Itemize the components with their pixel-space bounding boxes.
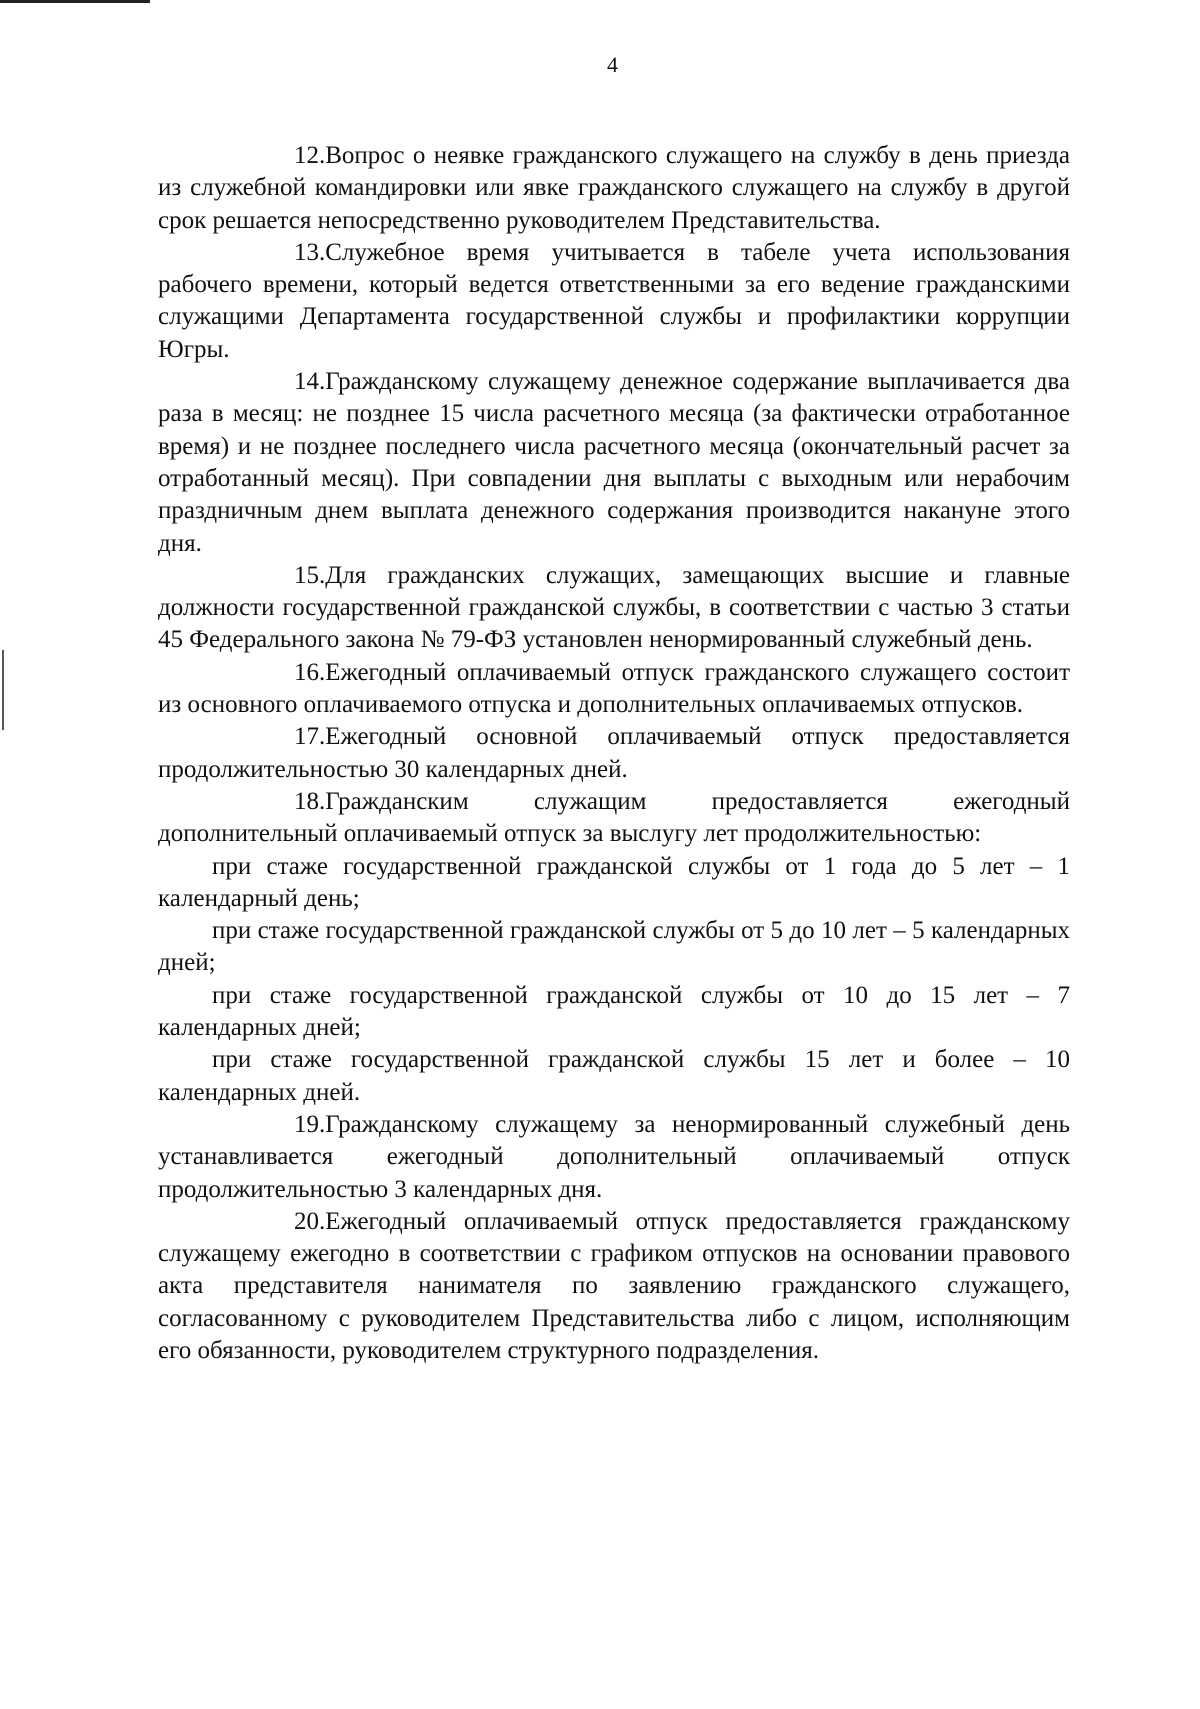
paragraph-number: 13. bbox=[294, 238, 326, 266]
page-number: 4 bbox=[607, 52, 618, 77]
paragraph-text: Вопрос о неявке гражданского служащего на службу в день приезда из служебной командировки или явке гражданского служащего на службу в другой срок решается непосредственно руководителем Представительства. bbox=[158, 142, 1070, 234]
paragraph-text: Для гражданских служащих, замещающих высшие и главные должности государственной гражданской службы, в соответствии с частью 3 статьи 45 Федерального закона № 79-ФЗ установлен ненормированный служебный день. bbox=[158, 561, 1070, 654]
scan-edge-mark bbox=[0, 0, 150, 3]
paragraph-13 bbox=[158, 237, 1070, 366]
paragraph-18 bbox=[158, 786, 1070, 851]
paragraph-number: 14. bbox=[294, 368, 326, 396]
document-body bbox=[158, 140, 1070, 1367]
paragraph-number: 16. bbox=[294, 658, 326, 686]
paragraph-number: 15. bbox=[294, 561, 326, 589]
paragraph-16 bbox=[158, 657, 1070, 722]
paragraph-number: 20. bbox=[294, 1207, 326, 1235]
paragraph-15 bbox=[158, 560, 1070, 657]
paragraph-number: 18. bbox=[294, 787, 326, 815]
service-length-item-1: при стаже государственной гражданской службы от 1 года до 5 лет – 1 календарный день; bbox=[158, 852, 1070, 912]
paragraph-20 bbox=[158, 1206, 1070, 1367]
paragraph-17 bbox=[158, 721, 1070, 786]
scan-edge-mark bbox=[2, 650, 4, 730]
paragraph-text: Гражданским служащим предоставляется ежегодный дополнительный оплачиваемый отпуск за выслугу лет продолжительностью: bbox=[158, 787, 1070, 848]
paragraph-number: 12. bbox=[294, 142, 326, 169]
paragraph-text: Ежегодный основной оплачиваемый отпуск предоставляется продолжительностью 30 календарных дней. bbox=[158, 723, 1070, 783]
service-length-item-4: при стаже государственной гражданской службы 15 лет и более – 10 календарных дней. bbox=[158, 1046, 1070, 1106]
paragraph-14 bbox=[158, 366, 1070, 560]
paragraph-text: Служебное время учитывается в табеле учета использования рабочего времени, который ведется ответственными за его ведение гражданскими служащими Департамента государственной службы и профилактики коррупции Югры. bbox=[158, 238, 1070, 363]
service-length-item-3: при стаже государственной гражданской службы от 10 до 15 лет – 7 календарных дней; bbox=[158, 981, 1070, 1042]
service-length-item-2: при стаже государственной гражданской службы от 5 до 10 лет – 5 календарных дней; bbox=[158, 917, 1070, 977]
paragraph-number: 19. bbox=[294, 1110, 326, 1138]
paragraph-number: 17. bbox=[294, 723, 326, 751]
paragraph-text: Гражданскому служащему за ненормированный служебный день устанавливается ежегодный дополнительный оплачиваемый отпуск продолжительностью 3 календарных дня. bbox=[158, 1110, 1070, 1203]
paragraph-text: Гражданскому служащему денежное содержание выплачивается два раза в месяц: не позднее 15 числа расчетного месяца (за фактически отработанное время) и не позднее последнего числа расчетного месяца (окончательный расчет за отработанный месяц). При совпадении дня выплаты с выходным или нерабочим праздничным днем выплата денежного содержания производится накануне этого дня. bbox=[158, 368, 1070, 557]
paragraph-12 bbox=[158, 140, 1070, 237]
paragraph-19 bbox=[158, 1109, 1070, 1206]
paragraph-text: Ежегодный оплачиваемый отпуск предоставляется гражданскому служащему ежегодно в соответствии с графиком отпусков на основании правового акта представителя нанимателя по заявлению гражданского служащего, согласованному с руководителем Представительства либо с лицом, исполняющим его обязанности, руководителем структурного подразделения. bbox=[158, 1207, 1070, 1364]
paragraph-text: Ежегодный оплачиваемый отпуск гражданского служащего состоит из основного оплачиваемого отпуска и дополнительных оплачиваемых отпусков. bbox=[158, 658, 1070, 719]
